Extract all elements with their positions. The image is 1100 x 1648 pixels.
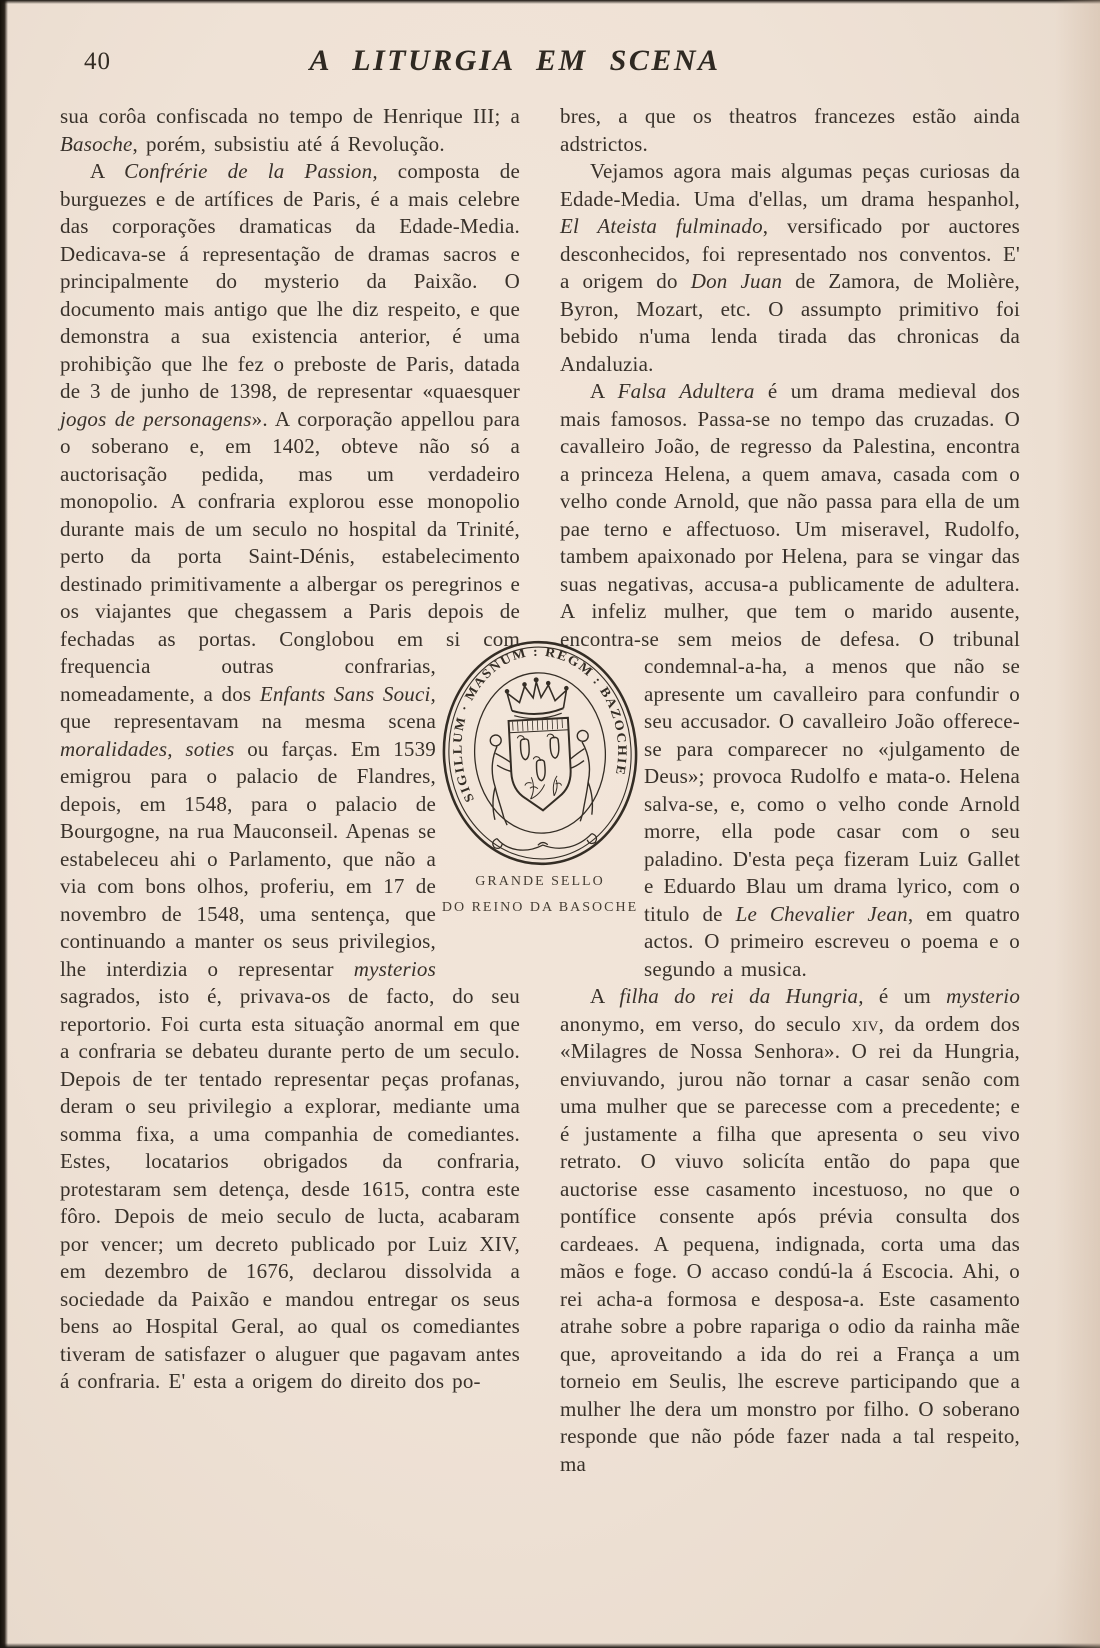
paragraph: A filha do rei da Hungria, é um mysterio anonymo, em verso, do seculo xiv, da ordem dos «Milagres de Nossa Senhora». O rei da Hungria, enviuvando, jurou não tornar a casar senão com uma mulher que se parecesse com a precedente; e é justamente a filha que apresenta o seu vivo retrato. O viuvo solicíta então do papa que auctorise esse casamento incestuoso, no que o pontífice consente após prévia consulta dos cardeaes. A pequena, indignada, corta uma das mãos e foge. O accaso condú-la á Escocia. Ahi, o rei acha-a formosa e desposa-a. Este casamento atrahe sobre a pobre rapariga o odio da rainha mãe que, aproveitando a ida do rei a França a um torneio em Seulis, lhe escreve participando que a mulher lhe dera um monstro por filho. O soberano responde que não póde fazer nada a tal respeito, ma (560, 984, 1021, 1476)
page-title: A LITURGIA EM SCENA (309, 44, 721, 77)
seal-figure (432, 640, 648, 921)
paragraph: bres, a que os theatros francezes estão ainda adstrictos. (560, 104, 1020, 156)
figure-caption-line1: GRANDE SELLO (475, 874, 605, 889)
figure-caption (432, 869, 648, 921)
shield-icon (509, 718, 573, 812)
scan-shade-right (1055, 0, 1100, 1648)
seal-legend-text: SIGILLUM · MASNUM : REGM : BAZOCHIE (450, 644, 630, 805)
figure-caption-line2: DO REINO DA BASOCHE (441, 900, 639, 915)
scan-edge-top (0, 0, 1100, 4)
basoche-seal-illustration (435, 635, 645, 871)
scan-edge-bottom (0, 1643, 1100, 1648)
paragraph: A Falsa Adultera é um drama medieval dos mais famosos. Passa-se no tempo das cruzadas. O cavalleiro João, de regresso da Palestina, encontra a princeza Helena, a quem amava, casada com o velho conde Arnold, que não passa para ella de um pae terno e affectuoso. Um miseravel, Rudolfo, tambem apaixonado por Helena, para se vingar das suas negativas, accusa-a publicamente de adultera. A infeliz mulher, que tem o marido ausente, encontra-se sem meios de defesa. O tribunal condemnal-a-ha, a menos que não se apresente um cavalleiro para confundir o seu accusador. O cavalleiro João offerece-se para comparecer no «julgamento de Deus»; provoca Rudolfo e mata-o. Helena salva-se, e, como o velho conde Arnold morre, ella pode casar com o seu paladino. D'esta peça fizeram Luiz Gallet e Eduardo Blau um drama lyrico, com o titulo de Le Chevalier Jean, em quatro actos. O primeiro escreveu o poema e o segundo a musica. (560, 379, 1020, 981)
scroll-ornament (492, 833, 596, 851)
crown-icon (504, 676, 570, 720)
page-number: 40 (84, 48, 111, 75)
paragraph: Vejamos agora mais algumas peças curiosas da Edade-Media. Uma d'ellas, um drama hespanhol, El Ateista fulminado, versificado por auctores desconhecidos, foi representado nos conventos. E' a origem do Don Juan de Zamora, de Molière, Byron, Mozart, etc. O assumpto primitivo foi bebido n'uma lenda tirada das chronicas da Andaluzia. (560, 159, 1021, 376)
paragraph: sua corôa confiscada no tempo de Henrique III; a Basoche, porém, subsistiu até á Revolução. (60, 104, 520, 156)
paragraph: A Confrérie de la Passion, composta de burguezes e de artífices de Paris, é a mais celebre das corporações dramaticas da Edade-Media. Dedicava-se á representação de dramas sacros e principalmente do mysterio da Paixão. O documento mais antigo que lhe diz respeito, e que demonstra a sua existencia anterior, é uma prohibição que lhe fez o preboste de Paris, datada de 3 de junho de 1398, de representar «quaesquer jogos de personagens». A corporação appellou para o soberano e, em 1402, obteve não só a auctorisação pedida, mas um verdadeiro monopolio. A confraria explorou esse monopolio durante mais de um seculo no hospital da Trinité, perto da porta Saint-Dénis, estabelecimento destinado primitivamente a albergar os peregrinos e os viajantes que chegassem a Paris depois de fechadas as portas. Conglobou em si com frequencia outras confrarias, nomeadamente, a dos Enfants Sans Souci, que representavam na mesma scena moralidades, soties ou farças. Em 1539 emigrou para o palacio de Flandres, depois, em 1548, para o palacio de Bourgogne, na rua Mauconseil. Apenas se estabeleceu ahi o Parlamento, que não a via com bons olhos, proferiu, em 17 de novembro de 1548, uma sentença, que continuando a manter os seus privilegios, lhe interdizia o representar mysterios sagrados, isto é, privava-os de facto, do seu reportorio. Foi curta esta situação anormal em que a confraria se debateu durante perto de um seculo. Depois de ter tentado representar peças profanas, deram o seu privilegio a explorar, mediante uma somma fixa, a uma companhia de comediantes. Estes, locatarios obrigados da confraria, protestaram sem detença, desde 1615, contra este fôro. Depois de meio seculo de lucta, acabaram por vencer; um decreto publicado por Luiz XIV, em dezembro de 1676, declarou dissolvida a sociedade da Paixão e mandou entregar os seus bens ao Hospital Geral, ao qual os comediantes tiveram de satisfazer o aluguer que pagavam antes á confraria. E' esta a origem do direito dos po- (60, 159, 520, 1393)
scan-edge-left (0, 0, 8, 1648)
seal-supporter-figures (489, 730, 593, 826)
